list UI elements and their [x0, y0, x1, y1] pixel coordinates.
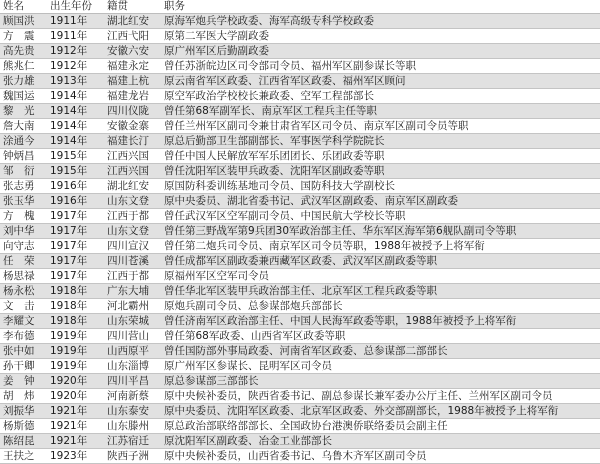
cell-name: 杨斯德 [0, 419, 47, 434]
cell-position: 原海军炮兵学校政委、海军高级专科学校政委 [161, 14, 565, 29]
cell-extra [565, 389, 600, 404]
header-extra [565, 0, 600, 14]
cell-native-place: 山东荣城 [104, 314, 161, 329]
cell-native-place: 山西原平 [104, 344, 161, 359]
cell-position: 曾任国防部外事局政委、河南省军区政委、总参谋部二部部长 [161, 344, 565, 359]
cell-extra [565, 239, 600, 254]
cell-name: 杨思禄 [0, 269, 47, 284]
cell-extra [565, 194, 600, 209]
cell-position: 曾任中国人民解放军军乐团团长、乐团政委等职 [161, 149, 565, 164]
table-row [0, 299, 600, 314]
cell-native-place: 河南新蔡 [104, 389, 161, 404]
cell-name: 陈绍昆 [0, 434, 47, 449]
cell-birth-year: 1911年 [47, 29, 104, 44]
header-position: 职务 [161, 0, 565, 14]
cell-extra [565, 14, 600, 29]
table-row [0, 89, 600, 104]
cell-birth-year: 1916年 [47, 194, 104, 209]
table-row [0, 434, 600, 449]
cell-position: 原空军政治学校校长兼政委、空军工程部部长 [161, 89, 565, 104]
cell-name: 张玉华 [0, 194, 47, 209]
cell-position: 原第二军医大学副政委 [161, 29, 565, 44]
cell-position: 曾任沈阳军区装甲兵政委、沈阳军区副政委等职 [161, 164, 565, 179]
cell-native-place: 福建上杭 [104, 74, 161, 89]
cell-birth-year: 1921年 [47, 419, 104, 434]
cell-position: 原国防科委训练基地司令员、国防科技大学副校长 [161, 179, 565, 194]
cell-position: 曾任成都军区副政委兼西藏军区政委、武汉军区副政委等职 [161, 254, 565, 269]
cell-position: 曾任苏浙皖边区司令部司令员、福州军区副参谋长等职 [161, 59, 565, 74]
table-body [0, 14, 600, 464]
cell-native-place: 江西兴国 [104, 149, 161, 164]
cell-extra [565, 179, 600, 194]
cell-extra [565, 134, 600, 149]
cell-position: 曾任第68军副军长、南京军区工程兵主任等职 [161, 104, 565, 119]
cell-name: 李布德 [0, 329, 47, 344]
cell-native-place: 江西于都 [104, 209, 161, 224]
cell-birth-year: 1912年 [47, 44, 104, 59]
cell-extra [565, 119, 600, 134]
cell-position: 原广州军区后勤副政委 [161, 44, 565, 59]
cell-position: 原中央候补委员，山西省委书记、乌鲁木齐军区副司令员 [161, 449, 565, 464]
cell-native-place: 江西于都 [104, 269, 161, 284]
table-row [0, 14, 600, 29]
cell-birth-year: 1918年 [47, 299, 104, 314]
table-row [0, 44, 600, 59]
cell-name: 姜 钟 [0, 374, 47, 389]
cell-birth-year: 1917年 [47, 224, 104, 239]
cell-name: 刘振华 [0, 404, 47, 419]
cell-position: 曾任华北军区装甲兵政治部主任、北京军区工程兵政委等职 [161, 284, 565, 299]
cell-name: 方 震 [0, 29, 47, 44]
cell-birth-year: 1919年 [47, 329, 104, 344]
cell-birth-year: 1917年 [47, 239, 104, 254]
table-row [0, 419, 600, 434]
header-native-place: 籍贯 [104, 0, 161, 14]
cell-native-place: 山东泰安 [104, 404, 161, 419]
cell-position: 曾任兰州军区副司令兼甘肃省军区司令员、南京军区副司令员等职 [161, 119, 565, 134]
cell-birth-year: 1921年 [47, 404, 104, 419]
cell-birth-year: 1914年 [47, 89, 104, 104]
cell-position: 原总政治部联络部部长、全国政协台港澳侨联络委员会副主任 [161, 419, 565, 434]
table-header [0, 0, 600, 14]
cell-position: 原福州军区空军司令员 [161, 269, 565, 284]
cell-position: 原广州军区参谋长、昆明军区司令员 [161, 359, 565, 374]
cell-position: 原沈阳军区副政委、冶金工业部部长 [161, 434, 565, 449]
cell-name: 张力雄 [0, 74, 47, 89]
cell-name: 文 击 [0, 299, 47, 314]
table-row [0, 209, 600, 224]
cell-position: 原总后勤部卫生部副部长、军事医学科学院院长 [161, 134, 565, 149]
cell-native-place: 河北霸州 [104, 299, 161, 314]
cell-birth-year: 1923年 [47, 449, 104, 464]
cell-extra [565, 419, 600, 434]
table-row [0, 254, 600, 269]
cell-name: 涂通今 [0, 134, 47, 149]
cell-native-place: 湖北红安 [104, 179, 161, 194]
cell-native-place: 江西兴国 [104, 164, 161, 179]
cell-position: 曾任第三野战军第9兵团30军政治部主任、华东军区海军第6舰队副司令等职 [161, 224, 565, 239]
cell-native-place: 四川苍溪 [104, 254, 161, 269]
cell-position: 原炮兵副司令员、总参谋部炮兵部部长 [161, 299, 565, 314]
header-birth-year: 出生年份 [47, 0, 104, 14]
cell-name: 向守志 [0, 239, 47, 254]
table-row [0, 284, 600, 299]
table-row [0, 344, 600, 359]
cell-extra [565, 344, 600, 359]
cell-extra [565, 89, 600, 104]
cell-birth-year: 1917年 [47, 269, 104, 284]
cell-native-place: 福建长汀 [104, 134, 161, 149]
table-row [0, 134, 600, 149]
cell-native-place: 四川营山 [104, 329, 161, 344]
cell-name: 熊兆仁 [0, 59, 47, 74]
cell-native-place: 山东文登 [104, 194, 161, 209]
cell-extra [565, 299, 600, 314]
cell-birth-year: 1918年 [47, 314, 104, 329]
cell-name: 高先贵 [0, 44, 47, 59]
cell-extra [565, 224, 600, 239]
table-row [0, 269, 600, 284]
cell-extra [565, 149, 600, 164]
cell-birth-year: 1914年 [47, 119, 104, 134]
cell-position: 曾任济南军区政治部主任、中国人民海军政委等职，1988年被授予上将军衔 [161, 314, 565, 329]
cell-native-place: 福建永定 [104, 59, 161, 74]
cell-name: 张志勇 [0, 179, 47, 194]
table-row [0, 449, 600, 464]
cell-extra [565, 359, 600, 374]
table-row [0, 194, 600, 209]
cell-name: 魏国运 [0, 89, 47, 104]
cell-extra [565, 329, 600, 344]
cell-position: 原中央委员、沈阳军区政委、北京军区政委、外交部副部长，1988年被授予上将军衔 [161, 404, 565, 419]
header-name: 姓名 [0, 0, 47, 14]
cell-extra [565, 254, 600, 269]
table-row [0, 329, 600, 344]
table-row [0, 29, 600, 44]
table-row [0, 374, 600, 389]
cell-extra [565, 44, 600, 59]
cell-birth-year: 1914年 [47, 134, 104, 149]
cell-birth-year: 1916年 [47, 179, 104, 194]
cell-position: 曾任武汉军区空军副司令员、中国民航大学校长等职 [161, 209, 565, 224]
cell-position: 原总参谋部三部部长 [161, 374, 565, 389]
cell-name: 张中如 [0, 344, 47, 359]
cell-extra [565, 314, 600, 329]
cell-name: 刘中华 [0, 224, 47, 239]
cell-position: 原中央候补委员，陕西省委书记、副总参谋长兼军委办公厅主任、兰州军区副司令员 [161, 389, 565, 404]
cell-native-place: 山东滕州 [104, 419, 161, 434]
table-row [0, 59, 600, 74]
header-row [0, 0, 600, 14]
table-row [0, 74, 600, 89]
table-row [0, 404, 600, 419]
cell-birth-year: 1917年 [47, 254, 104, 269]
cell-extra [565, 74, 600, 89]
cell-position: 原中央委员、湖北省委书记、武汉军区副政委、南京军区副政委 [161, 194, 565, 209]
table-row [0, 149, 600, 164]
cell-birth-year: 1914年 [47, 104, 104, 119]
cell-extra [565, 449, 600, 464]
cell-native-place: 江西弋阳 [104, 29, 161, 44]
cell-native-place: 四川仪陇 [104, 104, 161, 119]
cell-extra [565, 29, 600, 44]
cell-extra [565, 209, 600, 224]
cell-position: 原云南省军区政委、江西省军区政委、福州军区顾问 [161, 74, 565, 89]
cell-name: 钟炳昌 [0, 149, 47, 164]
cell-native-place: 湖北红安 [104, 14, 161, 29]
table-row [0, 119, 600, 134]
cell-name: 黎 光 [0, 104, 47, 119]
cell-extra [565, 284, 600, 299]
cell-name: 詹大南 [0, 119, 47, 134]
cell-native-place: 安徽金寨 [104, 119, 161, 134]
cell-native-place: 福建龙岩 [104, 89, 161, 104]
table-row [0, 179, 600, 194]
cell-name: 杨永松 [0, 284, 47, 299]
cell-position: 曾任第二炮兵司令员、南京军区司令员等职，1988年被授予上将军衔 [161, 239, 565, 254]
table-row [0, 359, 600, 374]
cell-native-place: 山东淄博 [104, 359, 161, 374]
cell-native-place: 四川宣汉 [104, 239, 161, 254]
cell-native-place: 广东大埔 [104, 284, 161, 299]
table-row [0, 224, 600, 239]
cell-name: 胡 炜 [0, 389, 47, 404]
cell-name: 邹 衍 [0, 164, 47, 179]
cell-name: 顾国洪 [0, 14, 47, 29]
cell-birth-year: 1915年 [47, 149, 104, 164]
cell-birth-year: 1918年 [47, 284, 104, 299]
cell-name: 任 荣 [0, 254, 47, 269]
cell-extra [565, 434, 600, 449]
cell-birth-year: 1919年 [47, 344, 104, 359]
cell-name: 王扶之 [0, 449, 47, 464]
cell-name: 方 槐 [0, 209, 47, 224]
cell-native-place: 江苏宿迁 [104, 434, 161, 449]
table-row [0, 389, 600, 404]
cell-extra [565, 104, 600, 119]
cell-extra [565, 374, 600, 389]
cell-birth-year: 1911年 [47, 14, 104, 29]
cell-native-place: 四川平昌 [104, 374, 161, 389]
cell-position: 曾任第68军政委、山西省军区政委等职 [161, 329, 565, 344]
cell-extra [565, 269, 600, 284]
cell-birth-year: 1920年 [47, 389, 104, 404]
cell-native-place: 山东文登 [104, 224, 161, 239]
table-row [0, 239, 600, 254]
cell-birth-year: 1921年 [47, 434, 104, 449]
cell-native-place: 陕西子洲 [104, 449, 161, 464]
cell-extra [565, 404, 600, 419]
cell-birth-year: 1917年 [47, 209, 104, 224]
table-row [0, 164, 600, 179]
table-row [0, 314, 600, 329]
cell-birth-year: 1912年 [47, 59, 104, 74]
cell-native-place: 安徽六安 [104, 44, 161, 59]
cell-birth-year: 1913年 [47, 74, 104, 89]
cell-extra [565, 164, 600, 179]
cell-birth-year: 1920年 [47, 374, 104, 389]
cell-extra [565, 59, 600, 74]
cell-birth-year: 1915年 [47, 164, 104, 179]
cell-name: 孙干卿 [0, 359, 47, 374]
cell-name: 李耀文 [0, 314, 47, 329]
table-row [0, 104, 600, 119]
cell-birth-year: 1919年 [47, 359, 104, 374]
